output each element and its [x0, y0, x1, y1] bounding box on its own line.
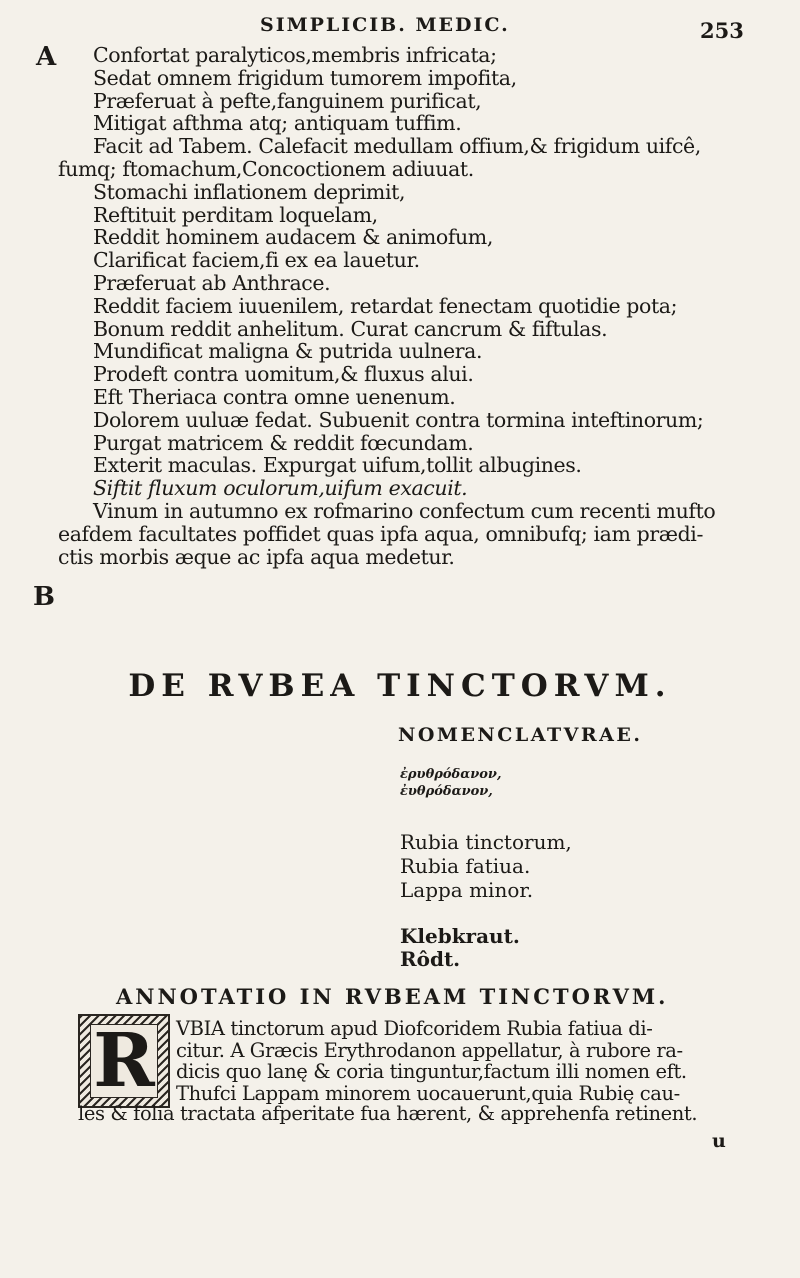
verse-line: Prodeft contra uomitum,& fluxus alui.	[93, 362, 474, 387]
annotation-line: dicis quo lanę & coria tinguntur,factum illi nomen eft.	[176, 1060, 687, 1083]
running-head: SIMPLICIB. MEDIC.	[260, 14, 510, 36]
verse-line: Stomachi inflationem deprimit,	[93, 179, 406, 204]
annotation-line: Thufci Lappam minorem uocauerunt,quia Rubię cau-	[176, 1081, 680, 1105]
catchword: u	[712, 1130, 726, 1152]
verse-line: Dolorem uuluæ fedat. Subuenit contra tormina inteftinorum;	[93, 407, 704, 432]
verse-line: Facit ad Tabem. Calefacit medullam offium,& frigidum uifcê,	[93, 134, 701, 159]
verse-line: Purgat matricem & reddit fœcundam.	[93, 430, 474, 455]
annotation-text	[176, 1018, 687, 1104]
verse-line: Præferuat ab Anthrace.	[93, 270, 331, 295]
latin-name: Lappa minor.	[400, 878, 534, 902]
section-title: DE RVBEA TINCTORVM.	[128, 668, 672, 704]
page-number: 253	[700, 18, 744, 43]
latin-name: Rubia fatiua.	[400, 854, 531, 878]
verse-line: Confortat paralyticos,membris infricata;	[93, 43, 497, 67]
verse-line: Vinum in autumno ex rofmarino confectum cum recenti mufto	[93, 498, 716, 523]
verse-line: Bonum reddit anhelitum. Curat cancrum & fiftulas.	[93, 316, 608, 341]
annotation-line: VBIA tinctorum apud Diofcoridem Rubia fatiua di-	[176, 1017, 653, 1040]
verse-line: Mundificat maligna & putrida uulnera.	[93, 339, 483, 364]
verse-line: Reftituit perditam loquelam,	[93, 202, 378, 227]
annotation-heading: ANNOTATIO IN RVBEAM TINCTORVM.	[116, 984, 669, 1009]
initial-letter: R	[90, 1024, 158, 1098]
greek-names	[400, 766, 501, 800]
verse-line: ctis morbis æque ac ipfa aqua medetur.	[58, 544, 455, 569]
decorated-initial	[78, 1014, 170, 1108]
german-name: Rôdt.	[400, 947, 461, 971]
verse-line: Reddit hominem audacem & animofum,	[93, 225, 493, 250]
margin-letter-b: B	[33, 582, 55, 612]
verse-line: Præferuat à pefte,fanguinem purificat,	[93, 88, 482, 113]
verse-line: Mitigat afthma atq; antiquam tuffim.	[93, 111, 462, 136]
annotation-line: citur. A Græcis Erythrodanon appellatur, à rubore ra-	[176, 1038, 683, 1062]
latin-name: Rubia tinctorum,	[400, 830, 572, 854]
verse-line: Exterit maculas. Expurgat uifum,tollit albugines.	[93, 453, 582, 478]
verse-line: fumq; ftomachum,Concoctionem adiuuat.	[58, 156, 474, 181]
nomenclature-heading: NOMENCLATVRAE.	[398, 724, 643, 746]
german-names	[400, 925, 520, 971]
verse-line: Siftit fluxum oculorum,uifum exacuit.	[93, 476, 468, 501]
greek-name: ἐυθρόδανον,	[400, 784, 493, 799]
verse-line: Eft Theriaca contra omne uenenum.	[93, 384, 456, 409]
verse-line: eafdem facultates poffidet quas ipfa aqua, omnibufq; iam prædi-	[58, 521, 703, 546]
verse-line: Sedat omnem frigidum tumorem impofita,	[93, 65, 517, 90]
verse-line: Clarificat faciem,fi ex ea lauetur.	[93, 248, 420, 273]
greek-name: ἐρυθρόδανον,	[400, 767, 502, 782]
verse-list	[58, 43, 733, 569]
latin-names	[400, 830, 572, 902]
annotation-line: les & folia tractata afperitate fua hærent, & apprehenfa retinent.	[78, 1102, 698, 1125]
german-name: Klebkraut.	[400, 924, 520, 948]
annotation-tail	[78, 1103, 697, 1125]
margin-letter-a: A	[36, 42, 57, 72]
verse-line: Reddit faciem iuuenilem, retardat fenectam quotidie pota;	[93, 293, 678, 318]
